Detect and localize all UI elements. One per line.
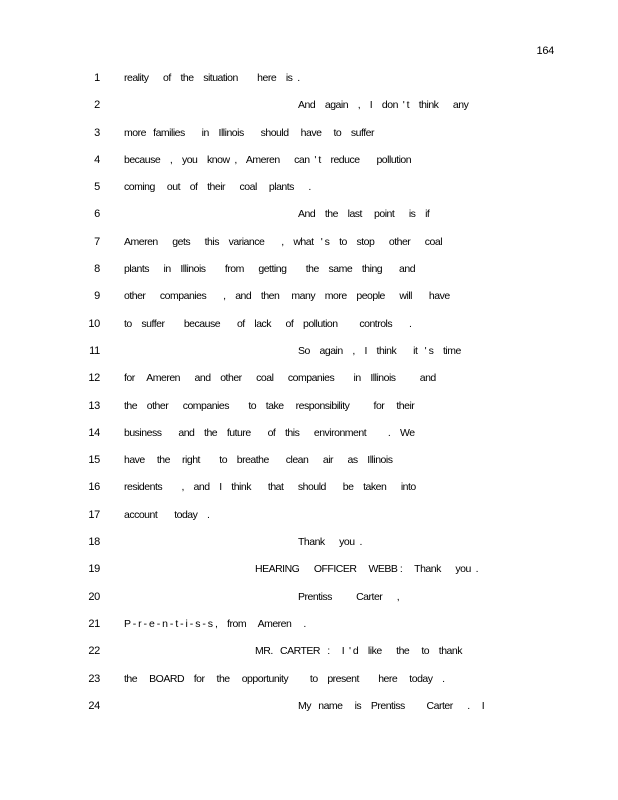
line-number: 12 bbox=[88, 372, 100, 385]
line-text: the other companies to take responsibility for their bbox=[124, 399, 415, 412]
line-text: because , you know , Ameren can ' t reduce pollution bbox=[124, 153, 412, 166]
line-number: 5 bbox=[94, 181, 100, 194]
transcript-line bbox=[0, 290, 618, 317]
transcript-line bbox=[0, 509, 618, 536]
line-text: other companies , and then many more people will have bbox=[124, 290, 450, 303]
line-number: 10 bbox=[88, 317, 100, 330]
line-text: for Ameren and other coal companies in Illinois and bbox=[124, 372, 436, 385]
line-text: P - r - e - n - t - i - s - s , from Ameren . bbox=[124, 617, 306, 630]
line-text: And again , I don ' t think any bbox=[298, 99, 469, 112]
line-number: 24 bbox=[88, 699, 100, 712]
transcript-line bbox=[0, 372, 618, 399]
line-number: 7 bbox=[94, 235, 100, 248]
transcript-line bbox=[0, 700, 618, 727]
transcript-line bbox=[0, 591, 618, 618]
line-number: 13 bbox=[88, 399, 100, 412]
transcript-line bbox=[0, 481, 618, 508]
transcript-line bbox=[0, 236, 618, 263]
line-number: 14 bbox=[88, 426, 100, 439]
transcript-line bbox=[0, 645, 618, 672]
transcript-line bbox=[0, 400, 618, 427]
line-number: 21 bbox=[88, 617, 100, 630]
transcript-line bbox=[0, 536, 618, 563]
line-number: 6 bbox=[94, 208, 100, 221]
line-number: 9 bbox=[94, 290, 100, 303]
line-text: My name is Prentiss Carter . I bbox=[298, 699, 485, 712]
line-text: coming out of their coal plants . bbox=[124, 181, 311, 194]
line-text: plants in Illinois from getting the same thing and bbox=[124, 263, 416, 276]
line-text: the BOARD for the opportunity to present here today . bbox=[124, 672, 445, 685]
line-number: 3 bbox=[94, 126, 100, 139]
line-text: business and the future of this environment . We bbox=[124, 426, 415, 439]
transcript-line bbox=[0, 181, 618, 208]
line-number: 2 bbox=[94, 99, 100, 112]
line-number: 8 bbox=[94, 263, 100, 276]
transcript-line bbox=[0, 208, 618, 235]
line-text: residents , and I think that should be taken into bbox=[124, 481, 416, 494]
line-text: more families in Illinois should have to suffer bbox=[124, 126, 375, 139]
line-text: Ameren gets this variance , what ' s to stop other coal bbox=[124, 235, 443, 248]
line-number: 23 bbox=[88, 672, 100, 685]
line-text: Prentiss Carter , bbox=[298, 590, 400, 603]
line-text: account today . bbox=[124, 508, 210, 521]
transcript-body bbox=[0, 72, 618, 727]
line-number: 22 bbox=[88, 645, 100, 658]
transcript-line bbox=[0, 72, 618, 99]
line-text: to suffer because of lack of pollution controls . bbox=[124, 317, 412, 330]
transcript-line bbox=[0, 427, 618, 454]
transcript-line bbox=[0, 99, 618, 126]
transcript-line bbox=[0, 563, 618, 590]
line-text: And the last point is if bbox=[298, 208, 430, 221]
transcript-line bbox=[0, 318, 618, 345]
line-text: HEARING OFFICER WEBB : Thank you . bbox=[255, 563, 479, 576]
transcript-line bbox=[0, 154, 618, 181]
transcript-line bbox=[0, 618, 618, 645]
line-text: Thank you . bbox=[298, 536, 362, 549]
line-number: 11 bbox=[89, 344, 100, 357]
transcript-line bbox=[0, 263, 618, 290]
page-number: 164 bbox=[536, 45, 554, 57]
line-number: 15 bbox=[88, 454, 100, 467]
line-number: 17 bbox=[88, 508, 100, 521]
line-number: 20 bbox=[88, 590, 100, 603]
line-number: 1 bbox=[94, 72, 100, 84]
line-number: 16 bbox=[88, 481, 100, 494]
line-text: reality of the situation here is . bbox=[124, 72, 300, 84]
line-text: So again , I think it ' s time bbox=[298, 344, 461, 357]
transcript-line bbox=[0, 127, 618, 154]
transcript-line bbox=[0, 673, 618, 700]
transcript-line bbox=[0, 454, 618, 481]
transcript-line bbox=[0, 345, 618, 372]
line-number: 19 bbox=[88, 563, 100, 576]
line-number: 18 bbox=[88, 536, 100, 549]
line-number: 4 bbox=[94, 153, 100, 166]
line-text: have the right to breathe clean air as Illinois bbox=[124, 454, 393, 467]
line-text: MR. CARTER : I ' d like the to thank bbox=[255, 645, 462, 658]
